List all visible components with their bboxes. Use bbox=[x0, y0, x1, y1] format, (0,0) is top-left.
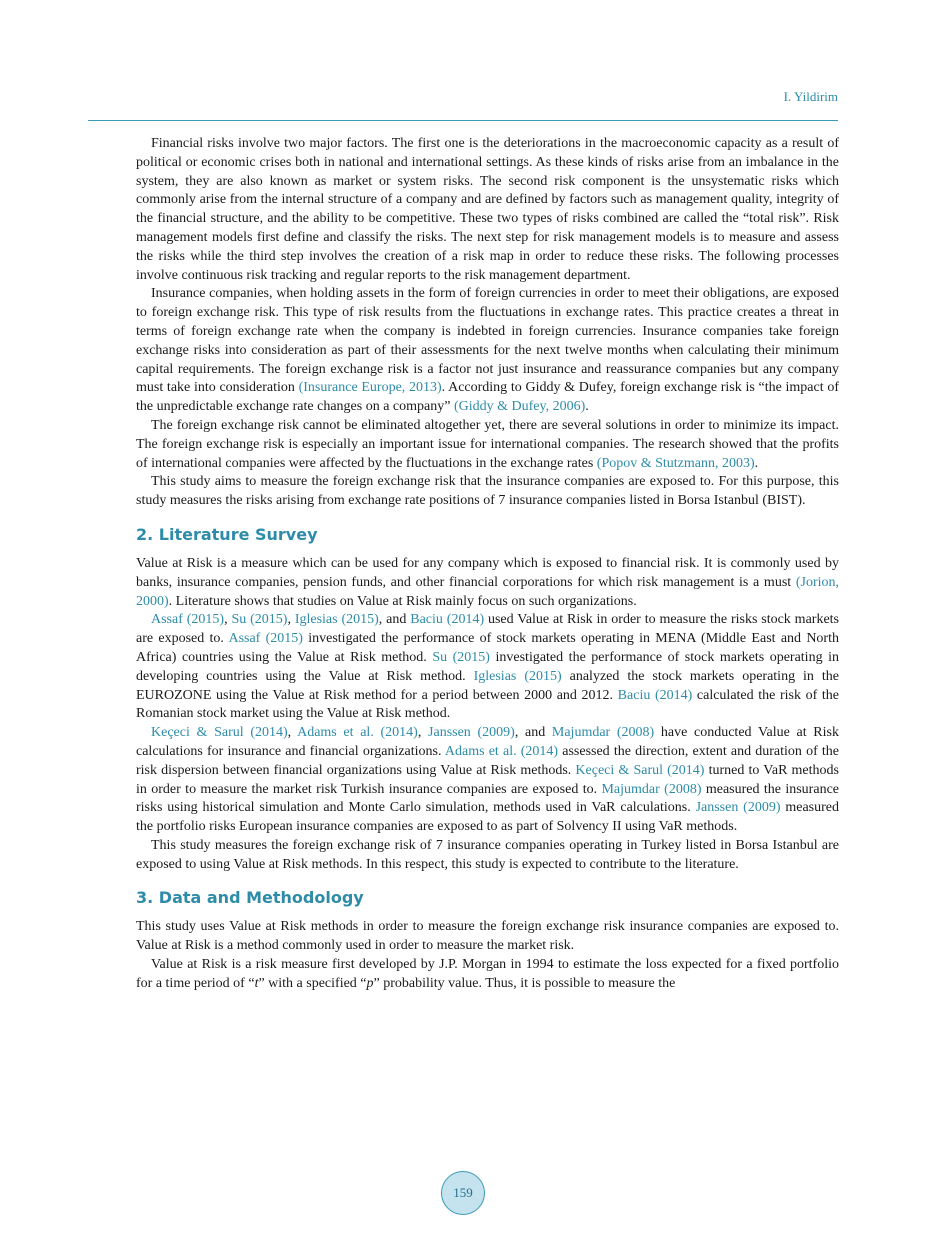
citation-link[interactable]: Iglesias (2015) bbox=[473, 668, 562, 684]
paragraph-study-contribution: This study measures the foreign exchange risk of 7 insurance companies operating in Turkey listed in Borsa Istanbul are exposed to using Value at Risk methods. In this respect, this study is expected to contribute to the literature. bbox=[136, 837, 839, 872]
citation-link[interactable]: Assaf (2015) bbox=[228, 631, 303, 647]
citation-link[interactable]: Majumdar (2008) bbox=[551, 725, 655, 741]
paragraph-var-definition: Value at Risk is a risk measure first developed by J.P. Morgan in 1994 to estimate the loss expected for a fixed portfolio for a time period of “t” with a specified “p” probability value. Thus, it is possible to measure the bbox=[136, 957, 839, 991]
citation-link[interactable]: Adams et al. (2014) bbox=[444, 743, 559, 759]
citation-link[interactable]: Majumdar (2008) bbox=[601, 781, 702, 797]
citation-link[interactable]: Janssen (2009) bbox=[428, 725, 515, 741]
page-number-badge: 159 bbox=[441, 1171, 485, 1215]
paragraph-financial-risks: Financial risks involve two major factors. The first one is the deteriorations in the macroeconomic capacity as a result of political or economic crises both in national and international settings. As these kinds of risks arise from an imbalance in the system, they are also known as market or system risks. The second risk component is the unsystematic risks which commonly arise from the internal structure of a company and are defined by factors such as management quality, integrity of the financial structure, and the ability to be competitive. These two types of risks combined are called the “total risk”. Risk management models first define and classify the risks. The next step for risk management models is to measure and assess the risks while the third step involves the creation of a risk map in order to reduce these risks. The following processes involve continuous risk tracking and regular reports to the risk management department. bbox=[136, 136, 839, 283]
paragraph-stock-markets: Assaf (2015), Su (2015), Iglesias (2015), and Baciu (2014) used Value at Risk in order to measure the risks stock markets are exposed to. Assaf (2015) investigated the performance of stock markets operating in MENA (Middle East and North Africa) countries using the Value at Risk method. Su (2015) investigated the performance of stock markets operating in developing countries using the Value at Risk method. Iglesias (2015) analyzed the stock markets operating in the EUROZONE using the Value at Risk method for a period between 2000 and 2012. Baciu (2014) calculated the risk of the Romanian stock market using the Value at Risk method. bbox=[136, 612, 840, 722]
variable-t: t bbox=[254, 975, 259, 991]
citation-link[interactable]: (Popov & Stutzmann, 2003) bbox=[596, 455, 755, 471]
citation-link[interactable]: (Giddy & Dufey, 2006) bbox=[453, 399, 586, 415]
paragraph-insurance-var: Keçeci & Sarul (2014), Adams et al. (2014), Janssen (2009), and Majumdar (2008) have conducted Value at Risk calculations for insurance and financial organizations. Adams et al. (2014) assessed the direction, extent and duration of the risk dispersion between financial organizations using Value at Risk methods. Keçeci & Sarul (2014) turned to VaR methods in order to measure the market risk Turkish insurance companies are exposed to. Majumdar (2008) measured the insurance risks using historical simulation and Monte Carlo simulation, methods used in VaR calculations. Janssen (2009) measured the portfolio risks European insurance companies are exposed to as part of Solvency II using VaR methods. bbox=[136, 725, 840, 835]
citation-link[interactable]: Su (2015) bbox=[432, 649, 490, 665]
citation-link[interactable]: Assaf (2015) bbox=[151, 612, 225, 628]
variable-p: p bbox=[366, 975, 374, 991]
citation-link[interactable]: Keçeci & Sarul (2014) bbox=[151, 725, 288, 741]
citation-link[interactable]: Baciu (2014) bbox=[410, 612, 485, 628]
article-body bbox=[136, 135, 839, 994]
paragraph-study-aim: This study aims to measure the foreign exchange risk that the insurance companies are exposed to. For this purpose, this study measures the risks arising from exchange rate positions of 7 insurance companies listed in Borsa Istanbul (BIST). bbox=[136, 474, 839, 509]
running-header-author: I. Yildirim bbox=[783, 89, 838, 104]
citation-link[interactable]: (Jorion, 2000) bbox=[136, 574, 839, 609]
citation-link[interactable]: Keçeci & Sarul (2014) bbox=[575, 762, 705, 778]
paragraph-fx-minimize: The foreign exchange risk cannot be eliminated altogether yet, there are several solutions in order to minimize its impact. The foreign exchange risk is especially an important issue for international companies. The research showed that the profits of international companies were affected by the fluctuations in the exchange rates (Popov & Stutzmann, 2003). bbox=[136, 417, 839, 471]
citation-link[interactable]: Su (2015) bbox=[231, 612, 288, 628]
citation-link[interactable]: Adams et al. (2014) bbox=[297, 725, 418, 741]
section-heading-data-methodology: 3. Data and Methodology bbox=[136, 888, 364, 908]
citation-link[interactable]: (Insurance Europe, 2013) bbox=[298, 380, 442, 396]
paragraph-insurance-fx: Insurance companies, when holding assets in the form of foreign currencies in order to meet their obligations, are exposed to foreign exchange risk. This type of risk results from the fluctuations in exchange rates. This practice creates a threat in terms of foreign exchange rate when the company is indebted in foreign currencies. Insurance companies take foreign exchange risks into consideration as part of their assessments for the next twelve months when calculating their minimum capital requirements. The foreign exchange risk is a factor not just insurance and reassurance companies but any company must take into consideration (Insurance Europe, 2013). According to Giddy & Dufey, foreign exchange risk is “the impact of the unpredictable exchange rate changes on a company” (Giddy & Dufey, 2006). bbox=[136, 286, 839, 415]
citation-link[interactable]: Iglesias (2015) bbox=[294, 612, 379, 628]
paragraph-methods-intro: This study uses Value at Risk methods in order to measure the foreign exchange risk insurance companies are exposed to. Value at Risk is a method commonly used in order to measure the market risk. bbox=[136, 919, 839, 954]
paragraph-var-measure: Value at Risk is a measure which can be used for any company which is exposed to financial risk. It is commonly used by banks, insurance companies, pension funds, and other financial corporations for which risk management is a must (Jorion, 2000). Literature shows that studies on Value at Risk mainly focus on such organizations. bbox=[136, 555, 839, 609]
header-rule bbox=[88, 120, 838, 121]
citation-link[interactable]: Janssen (2009) bbox=[695, 800, 781, 816]
section-heading-literature-survey: 2. Literature Survey bbox=[136, 524, 318, 544]
citation-link[interactable]: Baciu (2014) bbox=[617, 687, 693, 703]
